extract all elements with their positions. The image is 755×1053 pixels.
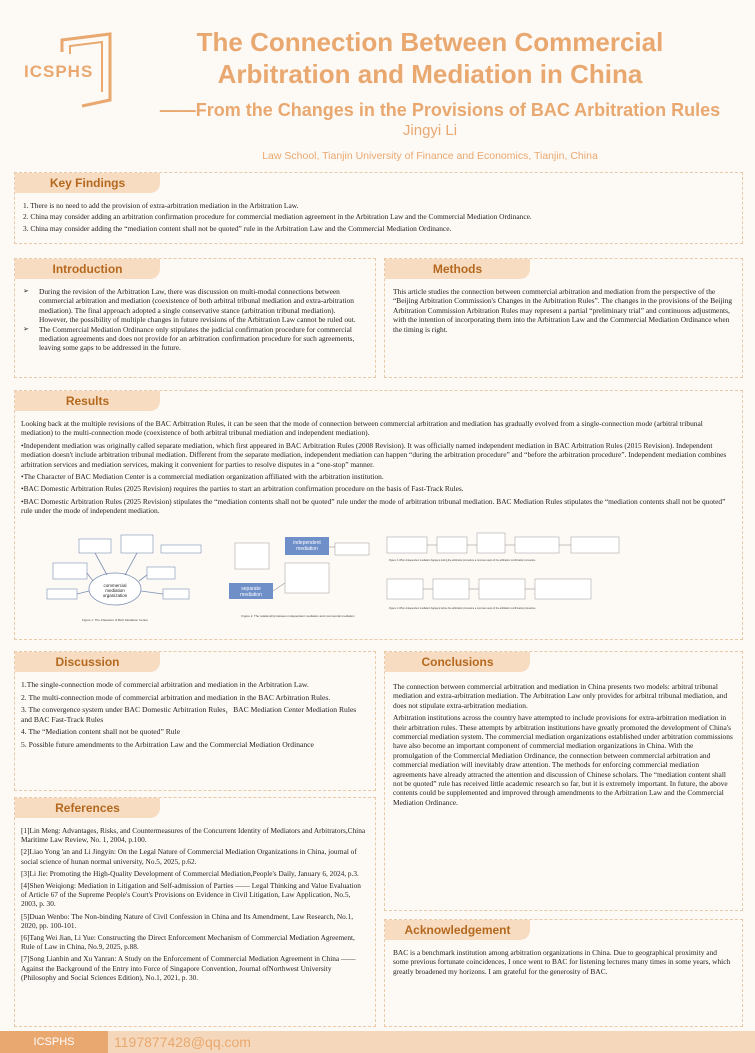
figure-1 <box>43 533 213 623</box>
results-header: Results <box>15 391 160 411</box>
key-findings-list <box>23 201 738 235</box>
key-finding-item: 3. China may consider adding the “mediation content shall not be quoted” rule in the Arbitration Law and the Commercial Mediation Ordinance. <box>23 223 452 233</box>
figure-2-caption: Figure 2. The relationship between independent mediation and commercial mediation <box>241 614 355 618</box>
results-text <box>21 419 736 519</box>
reference-item: [1]Lin Meng: Advantages, Risks, and Countermeasures of the Concurrent Identity of Mediators and Arbitrators,China Maritime Law Review, No. 1, 2004, p.100. <box>21 826 366 845</box>
key-findings-section <box>14 172 743 244</box>
conclusions-paragraph: Arbitration institutions across the country have attempted to include provisions for extra-arbitration mediation in their arbitration rules. These attempts by arbitration institutions have greatly promoted the development of China's commercial mediation system. The commercial mediation organizations established under arbitration commissions have also become an important component of commercial mediation organizations in China. With the promulgation of the Commercial Mediation Ordinance, the connection between commercial arbitration and commercial mediation will inevitably draw attention. The methods for enforcing commercial mediation agreements have already attracted the attention and discussion of Chinese scholars. The “mediation content shall not be quoted” rule has received little academic research so far, but it is extremely important. In future, the above contents could be supplemented and improved through amendments to the Arbitration Law and the Commercial Mediation Ordinance. <box>393 713 733 807</box>
results-section <box>14 390 743 640</box>
poster-subtitle: ——From the Changes in the Provisions of BAC Arbitration Rules <box>159 100 721 120</box>
discussion-item: 3. The convergence system under BAC Domestic Arbitration Rules，BAC Mediation Center Mediation Rules and BAC Fast-Track Rules <box>21 705 357 724</box>
results-paragraph: •BAC Domestic Arbitration Rules (2025 Revision) stipulates the “mediation contents shall not be quoted” rule under the mode of arbitration tribunal mediation. BAC Mediation Rules stipulates the “mediation contents shall not be quoted” rule under the mode of independent mediation. <box>21 496 726 516</box>
figure-1-caption: Figure 1. The Character of BAC Mediation Center <box>82 618 148 622</box>
introduction-item: ➢ The Commercial Mediation Ordinance only stipulates the judicial confirmation procedure for commercial mediation agreements and does not provide for an arbitration confirmation procedure for such agreements, leaving some gaps to be addressed in the future. <box>23 325 363 353</box>
conclusions-text <box>393 682 733 810</box>
methods-header: Methods <box>385 259 530 279</box>
reference-item: [5]Duan Wenbo: The Non-binding Nature of Civil Confession in China and Its Amendment, Law Research, No.1, 2020, pp. 100-101. <box>21 911 354 930</box>
introduction-item: ➢ During the revision of the Arbitration Law, there was discussion on multi-modal connections between commercial arbitration and mediation (coexistence of both arbitral tribunal mediation and extra-arbitration mediation). The final approach adopted a single conservative stance (arbitration tribunal mediation). However, the possibility of multiple changes in future revisions of the Arbitration Law cannot be ruled out. <box>23 287 363 325</box>
discussion-item: 1.The single-connection mode of commercial arbitration and mediation in the Arbitration Law. <box>21 680 309 689</box>
introduction-header: Introduction <box>15 259 160 279</box>
reference-item: [6]Tang Wei Jian, Li Yue: Constructing the Direct Enforcement Mechanism of Commercial Mediation Agreement, Rule of Law in China, No.9, 2025, p.88. <box>21 933 355 952</box>
introduction-section <box>14 258 376 378</box>
title-line-1: The Connection Between Commercial <box>196 27 664 57</box>
figure-2-separate: separate mediation <box>240 586 262 598</box>
footer-label: ICSPHS <box>0 1031 108 1053</box>
acknowledgement-header: Acknowledgement <box>385 920 530 940</box>
reference-item: [7]Song Lianbin and Xu Yanran: A Study on the Enforcement of Commercial Mediation Agreement in China —— Against the Background of the Entry into Force of Singapore Convention, Journal ofNorthwest University (Philosophy and Social Sciences Edition), No.1, 2021, p. 30. <box>21 954 356 982</box>
reference-item: [2]Liao Yong 'an and Li Jingyin: On the Legal Nature of Commercial Mediation Organizations in China, journal of social science of hunan normal university, No.5, 2025, p.62. <box>21 847 357 866</box>
figure-4 <box>385 573 735 623</box>
acknowledgement-text: BAC is a benchmark institution among arbitration organizations in China. Due to geographical proximity and some previous fortunate coincidences, I once went to BAC for listening lectures many times in some years, which greatly broadened my horizons. I am grateful for the generosity of BAC. <box>393 948 731 976</box>
discussion-header: Discussion <box>15 652 160 672</box>
discussion-item: 2. The multi-connection mode of commercial arbitration and mediation in the BAC Arbitration Rules. <box>21 692 331 702</box>
references-list <box>21 826 367 985</box>
results-paragraph: •Independent mediation was originally called separate mediation, which first appeared in BAC Arbitration Rules (2008 Revision). It was officially named independent mediation in BAC Arbitration Rules (2015 Revision). Independent mediation doesn't include arbitration tribunal mediation. Different from the separate mediation, independent mediation can happen “during the arbitration procedure” and “before the arbitration procedure”. Independent mediation combines arbitration services and mediation services, making it convenient for parties to resolve disputes in a “one-stop” manner. <box>21 440 727 469</box>
figure-3-caption: Figure 3. When independent mediation happens during the arbitration procedure a concrete steps of the arbitration confirmation procedure <box>389 559 536 562</box>
discussion-list <box>21 680 367 753</box>
discussion-item: 4. The “Mediation content shall not be quoted” Rule <box>21 727 181 737</box>
figure-4-caption: Figure 4. When independent mediation happens before the arbitration procedure a concrete steps of the arbitration confirmation procedure <box>389 607 536 610</box>
figure-3 <box>385 531 735 571</box>
introduction-list <box>23 287 363 353</box>
conclusions-header: Conclusions <box>385 652 530 672</box>
references-section <box>14 797 376 1027</box>
title-line-2: Arbitration and Mediation in China <box>217 59 643 89</box>
results-paragraph: •The Character of BAC Mediation Center is a commercial mediation organization affiliated with the arbitration institution. <box>21 472 384 482</box>
results-paragraph: •BAC Domestic Arbitration Rules (2025 Revision) requires the parties to start an arbitration confirmation procedure on the basis of Fast-Track Rules. <box>21 484 464 494</box>
footer <box>0 1031 755 1053</box>
poster-title <box>130 26 730 90</box>
figure-1-center-label: commercial mediation organization <box>102 583 128 598</box>
footer-email[interactable]: 1197877428@qq.com <box>114 1034 251 1050</box>
conclusions-paragraph: The connection between commercial arbitration and mediation in China presents two models: arbitral tribunal mediation and extra-arbitration mediation. The Arbitration Law only provides for arbitral tribunal mediation, and does not stipulate extra-arbitration mediation. <box>393 682 728 710</box>
results-paragraph: Looking back at the multiple revisions of the BAC Arbitration Rules, it can be seen that the mode of connection between commercial arbitration and mediation has gradually evolved from a single-connection mode (arbitral tribunal mediation) to the multi-connection mode (coexistence of both arbitral tribunal mediation and independent mediation). <box>21 419 703 438</box>
logo-text: ICSPHS <box>24 62 94 81</box>
key-finding-item: 2. China may consider adding an arbitration confirmation procedure for commercial mediation agreement in the Arbitration Law and the Commercial Mediation Ordinance. <box>23 212 532 222</box>
key-finding-item: 1. There is no need to add the provision of extra-arbitration mediation in the Arbitration Law. <box>23 201 299 210</box>
methods-section <box>384 258 743 378</box>
methods-text: This article studies the connection between commercial arbitration and mediation from the perspective of the “Beijing Arbitration Commission's Changes in the Arbitration Rules”. The changes in the provisions of the Beijing Arbitration Commission Arbitration Rules may represent a partial “preliminary trial” and continuous adjustments, with the intention of incorporating them into the Arbitration Law and the Commercial Mediation Ordinance when the timing is right. <box>393 287 733 334</box>
discussion-section <box>14 651 376 791</box>
reference-item: [3]Li Jie: Promoting the High-Quality Development of Commercial Mediation,People's Daily, January 6, 2024, p.3. <box>21 868 359 878</box>
key-findings-header: Key Findings <box>15 173 160 193</box>
affiliation: Law School, Tianjin University of Finance and Economics, Tianjin, China <box>262 150 598 162</box>
references-header: References <box>15 798 160 818</box>
reference-item: [4]Shen Weiqiong: Mediation in Litigation and Self-admission of Parties —— Legal Thinking and Value Evaluation of Article 67 of the Supreme People's Court's Provisions on Evidence in Civil Litigation, Law Application, No.5, 2003, p. 30. <box>21 881 361 909</box>
figure-2-independent: independent mediation <box>293 540 321 552</box>
acknowledgement-section <box>384 919 743 1027</box>
discussion-item: 5. Possible future amendments to the Arbitration Law and the Commercial Mediation Ordinance <box>21 739 314 749</box>
figure-2 <box>223 533 373 623</box>
author: Jingyi Li <box>402 122 458 139</box>
conclusions-section <box>384 651 743 911</box>
